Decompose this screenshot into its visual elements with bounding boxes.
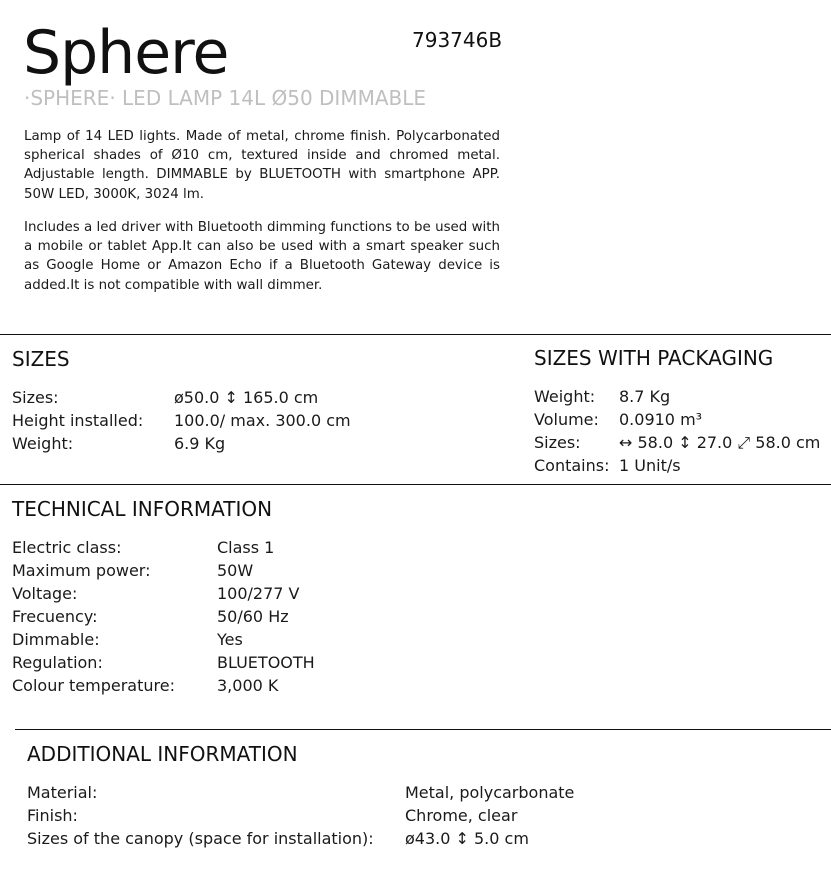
product-name: Sphere xyxy=(23,18,229,88)
packaging-label: Contains: xyxy=(534,456,610,475)
packaging-value: 0.0910 m³ xyxy=(619,410,703,429)
additional-heading: ADDITIONAL INFORMATION xyxy=(27,742,298,766)
sizes-label: Weight: xyxy=(12,434,74,453)
section-divider xyxy=(0,484,831,485)
sizes-value: ø50.0 ↕ 165.0 cm xyxy=(174,388,319,407)
technical-label: Frecuency: xyxy=(12,607,98,626)
product-description-2: Includes a led driver with Bluetooth dimming functions to be used with a mobile or tablet App.It can also be used with a smart speaker such as Google Home or Amazon Echo if a Bluetooth Gateway device is added.It is not compatible with wall dimmer. xyxy=(24,220,500,293)
packaging-heading: SIZES WITH PACKAGING xyxy=(534,346,774,370)
technical-value: BLUETOOTH xyxy=(217,653,315,672)
product-reference: 793746B xyxy=(412,28,503,52)
packaging-label: Volume: xyxy=(534,410,599,429)
product-description-1: Lamp of 14 LED lights. Made of metal, chrome finish. Polycarbonated spherical shades of Ø10 cm, textured inside and chromed metal. Adjustable length. DIMMABLE by BLUETOOTH with smartphone APP. 50W LED, 3000K, 3024 lm. xyxy=(24,129,500,202)
product-subtitle: ·SPHERE· LED LAMP 14L Ø50 DIMMABLE xyxy=(24,86,427,110)
additional-table xyxy=(27,781,727,856)
technical-table xyxy=(12,536,412,706)
technical-value: Class 1 xyxy=(217,538,275,557)
sizes-label: Height installed: xyxy=(12,411,144,430)
additional-value: ø43.0 ↕ 5.0 cm xyxy=(405,829,529,848)
technical-label: Electric class: xyxy=(12,538,122,557)
sizes-value: 100.0/ max. 300.0 cm xyxy=(174,411,351,430)
technical-heading: TECHNICAL INFORMATION xyxy=(12,497,273,521)
packaging-label: Sizes: xyxy=(534,433,581,452)
additional-label: Finish: xyxy=(27,806,78,825)
sizes-heading: SIZES xyxy=(12,347,70,371)
technical-value: Yes xyxy=(217,630,243,649)
technical-value: 100/277 V xyxy=(217,584,300,603)
packaging-value: 1 Unit/s xyxy=(619,456,681,475)
technical-label: Regulation: xyxy=(12,653,103,672)
technical-label: Colour temperature: xyxy=(12,676,175,695)
technical-value: 3,000 K xyxy=(217,676,279,695)
section-divider xyxy=(15,729,831,730)
technical-label: Dimmable: xyxy=(12,630,100,649)
technical-label: Maximum power: xyxy=(12,561,151,580)
additional-value: Chrome, clear xyxy=(405,806,518,825)
packaging-value: 8.7 Kg xyxy=(619,387,671,406)
additional-value: Metal, polycarbonate xyxy=(405,783,575,802)
packaging-label: Weight: xyxy=(534,387,596,406)
section-divider xyxy=(0,334,831,335)
packaging-value: ↔ 58.0 ↕ 27.0 ⤢ 58.0 cm xyxy=(619,433,821,452)
technical-value: 50W xyxy=(217,561,254,580)
sizes-value: 6.9 Kg xyxy=(174,434,226,453)
sizes-label: Sizes: xyxy=(12,388,59,407)
technical-value: 50/60 Hz xyxy=(217,607,289,626)
additional-label: Material: xyxy=(27,783,98,802)
technical-label: Voltage: xyxy=(12,584,78,603)
additional-label: Sizes of the canopy (space for installation): xyxy=(27,829,374,848)
